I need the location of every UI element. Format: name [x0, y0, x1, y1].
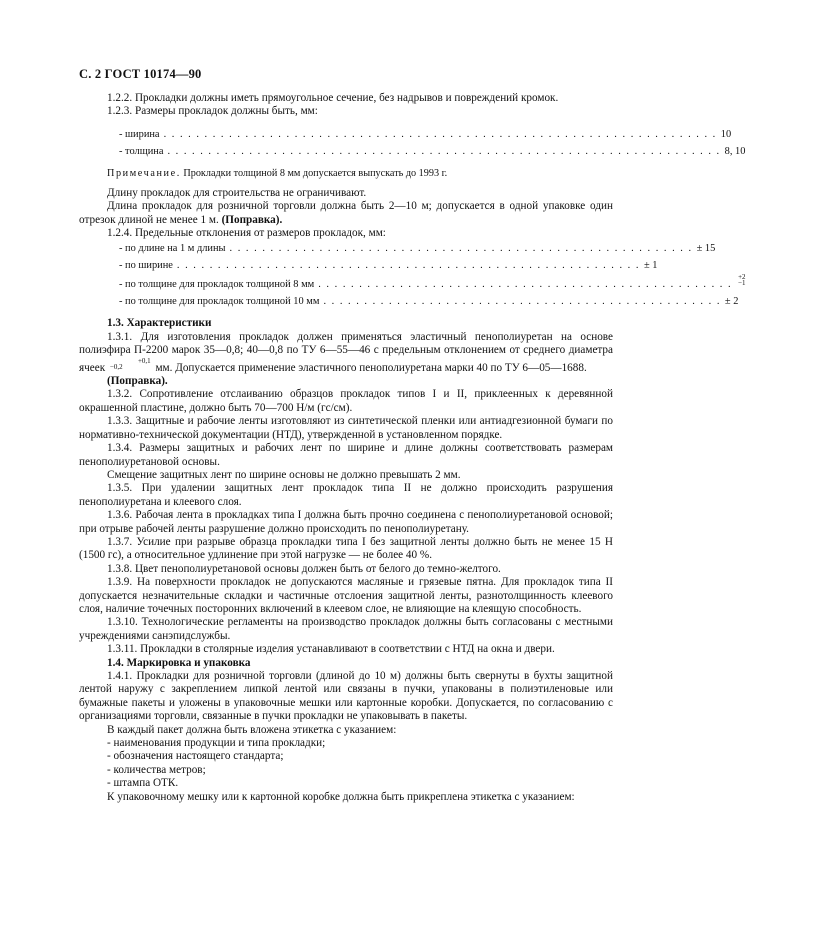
paragraph-1-3-7: 1.3.7. Усилие при разрыве образца прокладки типа I без защитной ленты должно быть не менее 15 Н (1500 гс), а относительное удлинение при этой нагрузке — не более 40 %.	[79, 535, 613, 562]
paragraph-1-2-3: 1.2.3. Размеры прокладок должны быть, мм:	[107, 105, 318, 118]
paragraph-1-3-4-b: Смещение защитных лент по ширине основы не должно превышать 2 мм.	[107, 468, 461, 481]
size-width-label: - ширина	[119, 128, 160, 140]
note-prefix: Примечание.	[107, 167, 181, 179]
page-header: С. 2 ГОСТ 10174—90	[79, 67, 202, 81]
label-item: - обозначения настоящего стандарта;	[107, 750, 284, 763]
paragraph-1-3-2: 1.3.2. Сопротивление отслаиванию образцов прокладок типов I и II, приклеенных к деревянной окрашенной пластине, должно быть 70—700 Н/м (гс/см).	[79, 388, 613, 414]
paragraph-length-2: Длина прокладок для розничной торговли должна быть 2—10 м; допускается в одной упаковке один отрезок длиной не менее 1 м. (Поправка).	[79, 200, 613, 226]
paragraph-last: К упаковочному мешку или к картонной коробке должна быть прикреплена этикетка с указанием:	[107, 790, 575, 803]
size-thickness-label: - толщина	[119, 145, 164, 157]
paragraph-1-2-4: 1.2.4. Предельные отклонения от размеров прокладок, мм:	[107, 227, 386, 240]
note-text: Прокладки толщиной 8 мм допускается выпускать до 1993 г.	[183, 167, 448, 179]
document-body	[79, 92, 746, 804]
label-item: - наименования продукции и типа прокладки;	[107, 737, 326, 750]
size-thickness-row: - толщина . . . . . . . . . . . . . . . . . . . . . . . . . . . . . . . . . . . . . . . . . . . . . . . . . . . . . . . . . . . . . . . . . . . . 8, 10	[79, 143, 613, 160]
amendment-label-2: (Поправка).	[107, 375, 168, 388]
paragraph-1-3-1: 1.3.1. Для изготовления прокладок должен применяться эластичный пенополиуретан на основе полиэфира П-2200 марок 35—0,8; 40—0,8 по ТУ 6—55—46 с предельным отклонением от среднего диаметра ячеек +0,1 −0,2 мм. Допускается применение эластичного пенополиуретана марки 40 по ТУ 6—05—1688.	[79, 330, 613, 374]
paragraph-1-3-4: 1.3.4. Размеры защитных и рабочих лент по ширине и длине должны соответствовать размерам пенополиуретановой основы.	[79, 442, 613, 468]
tolerance-thickness-8-row: - по толщине для прокладок толщиной 8 мм . . . . . . . . . . . . . . . . . . . . . . . . . . . . . . . . . . . . . . . . . . . . . . . . . . . +2 −1	[119, 273, 746, 291]
paragraph-1-4-1: 1.4.1. Прокладки для розничной торговли (длиной до 10 м) должны быть свернуты в бухты защитной лентой наружу с закреплением липкой лентой или связаны в пучки, упакованы в полиэтиленовые или бумажные пакеты и уложены в упаковочные мешки или картонные коробки. Допускается, по согласованию с организациями торговли, связанные в пучки прокладки не упаковывать в пакеты.	[79, 670, 613, 723]
paragraph-1-3-11: 1.3.11. Прокладки в столярные изделия устанавливают в соответствии с НТД на окна и двери.	[107, 643, 555, 656]
size-width-value: 10	[720, 128, 732, 140]
paragraph-1-3-5: 1.3.5. При удалении защитных лент прокладок типа II не должно происходить разрушения пенополиуретана и клеевого слоя.	[79, 482, 613, 508]
label-item: - штампа ОТК.	[107, 777, 179, 790]
label-item: - количества метров;	[107, 763, 206, 776]
paragraph-length-1: Длину прокладок для строительства не ограничивают.	[107, 186, 367, 199]
paragraph-1-3-10: 1.3.10. Технологические регламенты на производство прокладок должны быть согласованы с местными учреждениями санэпидслужбы.	[79, 616, 613, 642]
size-width-row: - ширина . . . . . . . . . . . . . . . . . . . . . . . . . . . . . . . . . . . . . . . . . . . . . . . . . . . . . . . . . . . . . . . . . . . . 10	[79, 126, 613, 143]
section-heading-1-3: 1.3. Характеристики	[107, 317, 212, 330]
amendment-label: (Поправка).	[221, 213, 283, 226]
note	[79, 167, 613, 180]
paragraph-1-2-2: 1.2.2. Прокладки должны иметь прямоугольное сечение, без надрывов и повреждений кромок.	[107, 92, 559, 104]
paragraph-1-3-3: 1.3.3. Защитные и рабочие ленты изготовляют из синтетической пленки или антиадгезионной бумаги по нормативно-технической документации (НТД), утвержденной в установленном порядке.	[79, 415, 613, 441]
tolerance-width-row: - по ширине . . . . . . . . . . . . . . . . . . . . . . . . . . . . . . . . . . . . . . . . . . . . . . . . . . . . . . . . . ± 1	[119, 260, 658, 272]
paragraph-1-3-8: 1.3.8. Цвет пенополиуретановой основы должен быть от белого до темно-желтого.	[107, 562, 501, 575]
section-heading-1-4: 1.4. Маркировка и упаковка	[107, 656, 251, 669]
paragraph-1-3-6: 1.3.6. Рабочая лента в прокладках типа I должна быть прочно соединена с пенополиуретановой основой; при отрыве рабочей ленты разрушение должно происходить по пенополиуретану.	[79, 509, 613, 535]
tolerance-thickness-10-row: - по толщине для прокладок толщиной 10 мм . . . . . . . . . . . . . . . . . . . . . . . . . . . . . . . . . . . . . . . . . . . . . . . . . ± 2	[119, 296, 739, 308]
paragraph-label-intro: В каждый пакет должна быть вложена этикетка с указанием:	[107, 723, 397, 736]
paragraph-1-3-9: 1.3.9. На поверхности прокладок не допускаются масляные и грязевые пятна. Для прокладок типа II допускается незначительные складки и частичные отслоения защитной ленты, разнотолщинность клеевого слоя, наличие точечных посторонних включений в клеевом слое, не влияющие на клеящую способность.	[79, 576, 613, 615]
tolerance-length-row: - по длине на 1 м длины . . . . . . . . . . . . . . . . . . . . . . . . . . . . . . . . . . . . . . . . . . . . . . . . . . . . . . . . . ± 15	[119, 243, 716, 255]
size-thickness-value: 8, 10	[724, 145, 746, 157]
